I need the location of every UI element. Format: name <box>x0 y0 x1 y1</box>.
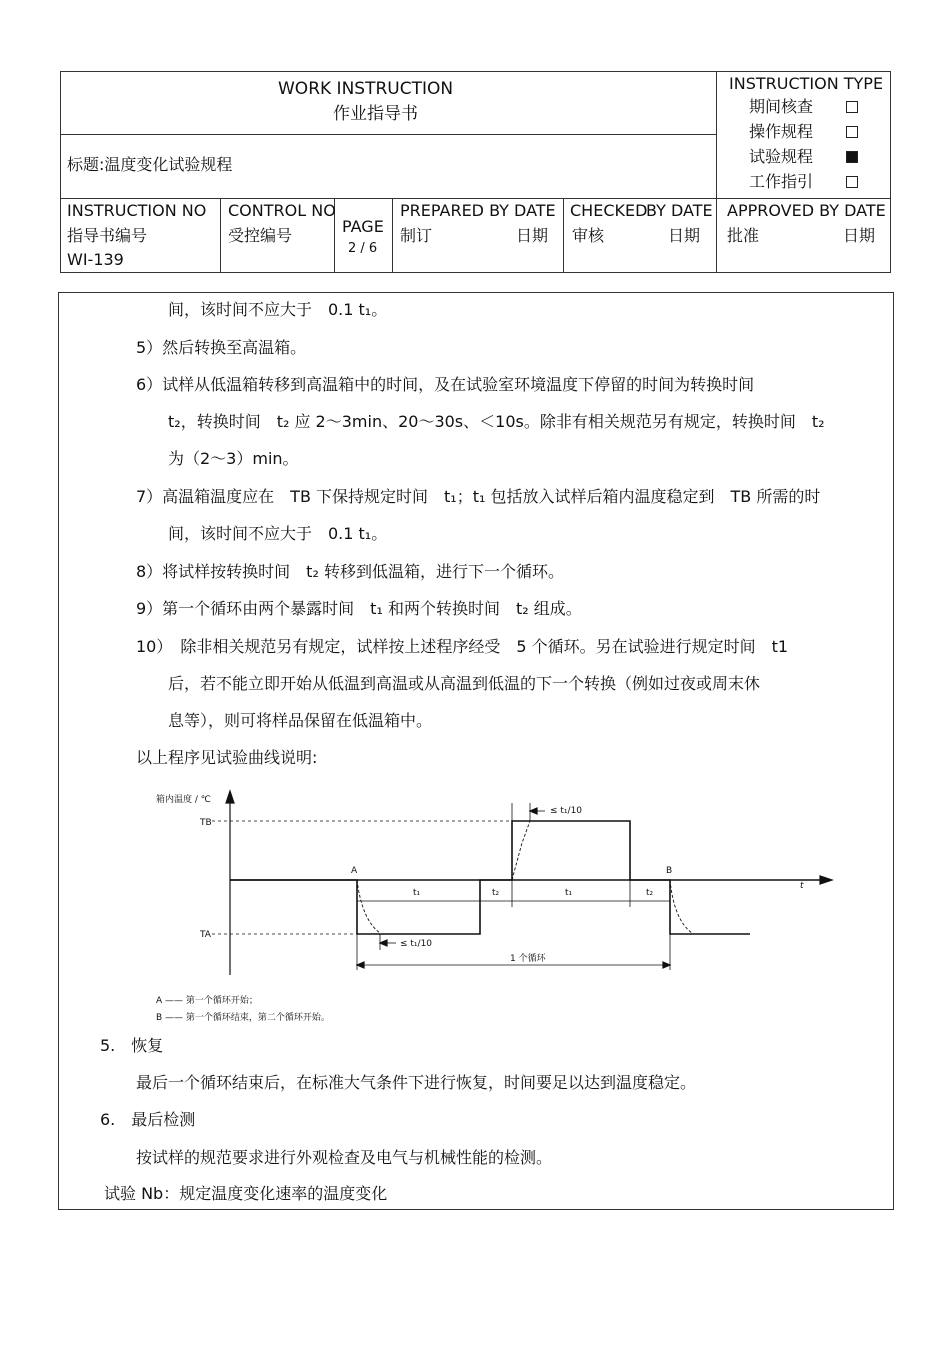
header-divider-type <box>716 71 717 198</box>
x-axis-label: t <box>800 881 804 891</box>
curve-intro: 以上程序见试验曲线说明: <box>136 748 318 767</box>
instruction-no-value: WI-139 <box>67 250 124 269</box>
ta-label: TA <box>200 930 211 940</box>
title-cn: 作业指导书 <box>333 104 418 124</box>
type-option-label: 试验规程 <box>749 147 814 166</box>
title-en: WORK INSTRUCTION <box>278 79 454 99</box>
t1-label-2: t₁ <box>565 888 573 898</box>
col-divider-4 <box>563 198 564 273</box>
list-item-10b: 后，若不能立即开始从低温到高温或从高温到低温的下一个转换（例如过夜或周末休 <box>168 674 761 693</box>
checked-label-cn: 审核 <box>572 226 605 245</box>
t2-label-1: t₂ <box>492 888 500 898</box>
point-b-label: B <box>666 866 673 876</box>
legend-b: B —— 第一个循环结束，第二个循环开始。 <box>156 1013 330 1023</box>
prepared-date-cn: 日期 <box>516 226 549 245</box>
tb-label: TB <box>200 818 212 828</box>
section-6-text: 按试样的规范要求进行外观检查及电气与机械性能的检测。 <box>136 1148 553 1167</box>
list-item-10a: 10） 除非相关规范另有规定，试样按上述程序经受 5 个循环。另在试验进行规定时间 t1 <box>136 637 789 656</box>
checkbox-3-checked[interactable] <box>846 151 858 163</box>
cycle-label: 1 个循环 <box>510 954 546 964</box>
legend-a: A —— 第一个循环开始； <box>156 996 258 1006</box>
type-option-1 <box>749 97 813 117</box>
list-item-8: 8）将试样按转换时间 t₂ 转移到低温箱，进行下一个循环。 <box>136 562 564 581</box>
list-item-7b: 间，该时间不应大于 0.1 t₁。 <box>168 524 388 543</box>
header-divider-title <box>60 134 716 135</box>
control-no-label-cn: 受控编号 <box>228 226 293 245</box>
section-5-title: 5. 恢复 <box>100 1036 164 1055</box>
header-divider-fields <box>60 198 891 199</box>
t1-label-1: t₁ <box>413 888 421 898</box>
list-item-7a: 7）高温箱温度应在 TB 下保持规定时间 t₁；t₁ 包括放入试样后箱内温度稳定到 TB 所需的时 <box>136 487 821 506</box>
page-value: 2 / 6 <box>348 241 378 256</box>
page-label: PAGE <box>342 217 384 236</box>
col-divider-1 <box>220 198 221 273</box>
subject-title: 标题:温度变化试验规程 <box>67 155 233 174</box>
prepared-label-cn: 制订 <box>400 226 433 245</box>
temperature-cycle-figure <box>140 785 840 1030</box>
approved-label-cn: 批准 <box>727 226 760 245</box>
y-axis-label: 箱内温度 / ℃ <box>156 795 211 805</box>
list-item-6a: 6）试样从低温箱转移到高温箱中的时间，及在试验室环境温度下停留的时间为转换时间 <box>136 375 755 394</box>
checkbox-1[interactable] <box>846 101 858 113</box>
le-bottom-label: ≤ t₁/10 <box>400 939 433 949</box>
instruction-no-label-cn: 指导书编号 <box>67 226 148 245</box>
checked-label-by: BY DATE <box>646 201 713 220</box>
type-option-label: 期间核查 <box>749 97 814 116</box>
section-6-title: 6. 最后检测 <box>100 1110 196 1129</box>
list-item-5: 5）然后转换至高温箱。 <box>136 338 307 357</box>
checkbox-4[interactable] <box>846 176 858 188</box>
type-option-4 <box>749 172 813 192</box>
list-item-9: 9）第一个循环由两个暴露时间 t₁ 和两个转换时间 t₂ 组成。 <box>136 599 582 618</box>
type-option-label: 操作规程 <box>749 122 814 141</box>
approved-label-en: APPROVED BY DATE <box>727 201 886 220</box>
prepared-label-en: PREPARED BY DATE <box>400 201 556 220</box>
test-nb-title: 试验 Nb：规定温度变化速率的温度变化 <box>104 1184 388 1203</box>
approved-date-cn: 日期 <box>843 226 876 245</box>
list-item-6b: t₂，转换时间 t₂ 应 2～3min、20～30s、＜10s。除非有相关规范另有规定，转换时间 t₂ <box>168 412 825 431</box>
list-item-6c: 为（2～3）min。 <box>168 449 299 468</box>
list-item-10c: 息等），则可将样品保留在低温箱中。 <box>168 711 433 730</box>
instruction-no-label-en: INSTRUCTION NO <box>67 201 207 220</box>
type-option-label: 工作指引 <box>749 172 814 191</box>
section-5-text: 最后一个循环结束后，在标准大气条件下进行恢复，时间要足以达到温度稳定。 <box>136 1073 697 1092</box>
t2-label-2: t₂ <box>646 888 654 898</box>
type-option-2 <box>749 122 813 142</box>
le-top-label: ≤ t₁/10 <box>550 806 583 816</box>
control-no-label-en: CONTROL NO <box>228 201 336 220</box>
instruction-type-label: INSTRUCTION TYPE <box>729 74 884 93</box>
checked-label-en: CHECKED <box>570 201 648 220</box>
col-divider-5 <box>716 198 717 273</box>
type-option-3 <box>749 147 813 167</box>
checkbox-2[interactable] <box>846 126 858 138</box>
col-divider-3 <box>392 198 393 273</box>
point-a-label: A <box>351 866 358 876</box>
checked-date-cn: 日期 <box>668 226 701 245</box>
body-line-1: 间，该时间不应大于 0.1 t₁。 <box>168 300 388 319</box>
